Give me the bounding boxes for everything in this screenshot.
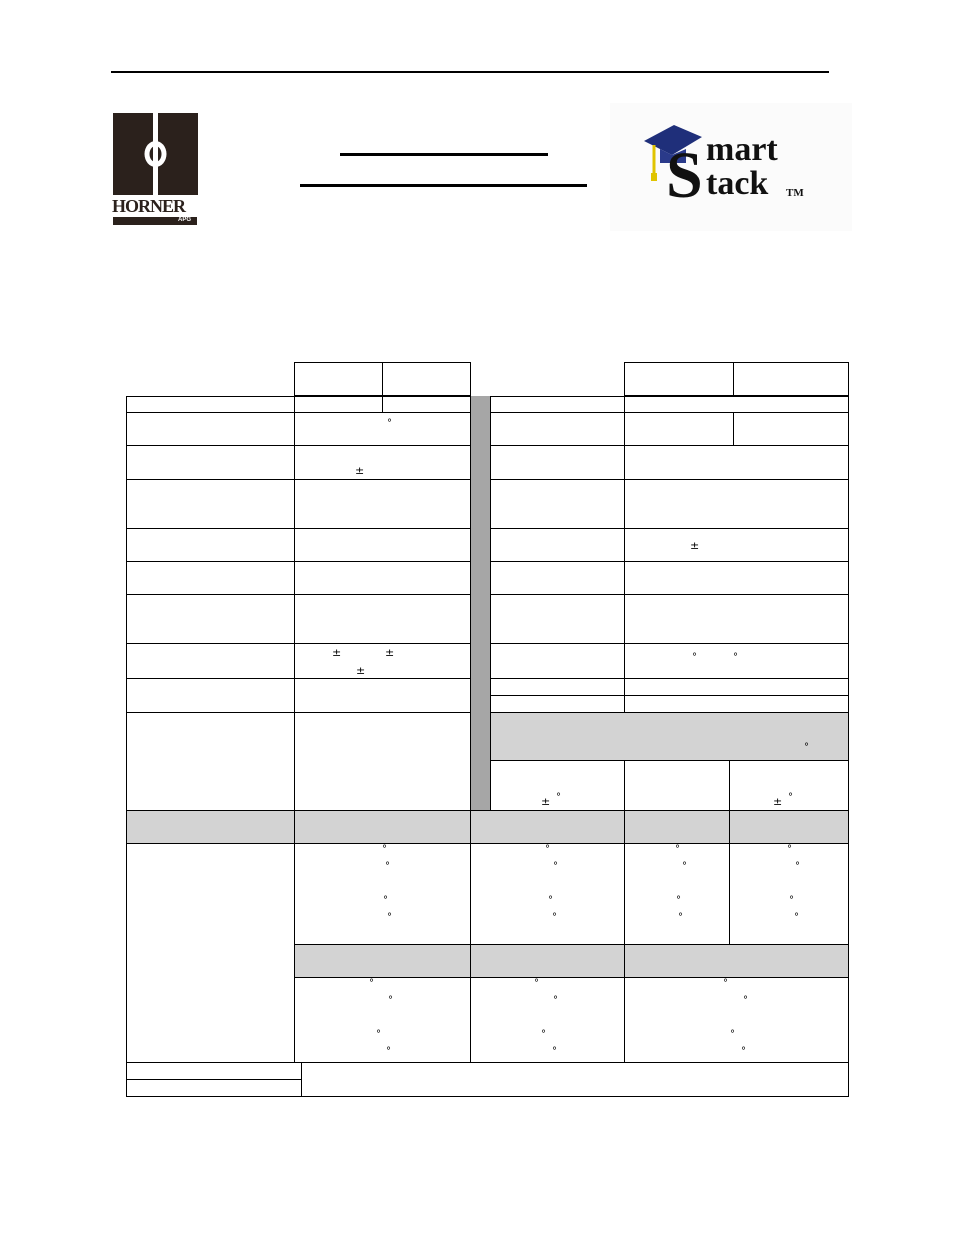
temp-block-2-col-2 [470, 977, 625, 1063]
left-row-8-label [126, 643, 295, 679]
degree-symbol: ° [553, 861, 558, 872]
section-header-col-3 [624, 810, 730, 844]
left-row-7-value [294, 594, 471, 644]
degree-symbol: ° [795, 861, 800, 872]
degree-symbol: ° [553, 995, 558, 1006]
right-shaded-note [490, 712, 849, 761]
left-row-4-value [294, 479, 471, 529]
left-row-10-value [294, 712, 471, 811]
temp-block-1-col-3 [624, 843, 730, 945]
right-row-2-val-b [733, 412, 849, 446]
left-row-8-value [294, 643, 471, 679]
plus-minus-symbol: ± [356, 664, 366, 677]
degree-symbol: ° [682, 861, 687, 872]
left-row-9-value [294, 678, 471, 713]
temp-block-1-col-2 [470, 843, 625, 945]
sub-header-col-2 [470, 944, 625, 978]
temp-block-2-col-3 [624, 977, 849, 1063]
degree-symbol: ° [676, 895, 681, 906]
plus-minus-symbol: ± [773, 795, 783, 808]
section-header-label [126, 810, 295, 844]
left-row-2-value [294, 412, 471, 446]
right-row-4-value [624, 479, 849, 529]
section-header-col-2 [470, 810, 625, 844]
degree-symbol: ° [552, 1046, 557, 1057]
right-row-2-label [490, 412, 625, 446]
degree-symbol: ° [723, 978, 728, 989]
bottom-row-value [301, 1062, 849, 1097]
degree-symbol: ° [741, 1046, 746, 1057]
right-row-8-label [490, 643, 625, 679]
degree-symbol: ° [387, 912, 392, 923]
right-row-6-label [490, 561, 625, 595]
right-row-3-label [490, 445, 625, 480]
degree-symbol: ° [545, 844, 550, 855]
plus-minus-symbol: ± [690, 539, 700, 552]
temp-block-1-col-4 [729, 843, 849, 945]
left-row-6-label [126, 561, 295, 595]
degree-symbol: ° [382, 844, 387, 855]
left-row-6-value [294, 561, 471, 595]
right-row-12-c [729, 760, 849, 811]
right-row-12-b [624, 760, 730, 811]
left-row-3-value [294, 445, 471, 480]
left-row-7-label [126, 594, 295, 644]
degree-symbol: ° [386, 1046, 391, 1057]
right-row-7-label [490, 594, 625, 644]
right-row-6-value [624, 561, 849, 595]
left-row-1-label [126, 396, 295, 413]
degree-symbol: ° [678, 912, 683, 923]
right-row-9-value [624, 678, 849, 696]
degree-symbol: ° [787, 844, 792, 855]
left-row-3-label [126, 445, 295, 480]
right-row-9-label [490, 678, 625, 696]
degree-symbol: ° [556, 792, 561, 803]
right-row-12-a [490, 760, 625, 811]
left-row-1-val-b [382, 396, 471, 413]
plus-minus-symbol: ± [355, 464, 365, 477]
degree-symbol: ° [552, 912, 557, 923]
sub-header-col-1 [294, 944, 471, 978]
smartstack-s: S [666, 139, 703, 212]
degree-symbol: ° [385, 861, 390, 872]
horner-logo-text: HORNER [112, 196, 186, 216]
bottom-row-2-label [126, 1079, 302, 1097]
left-row-10-label [126, 712, 295, 811]
degree-symbol: ° [383, 895, 388, 906]
right-row-1-label [490, 396, 625, 413]
temperature-label-cell [126, 843, 295, 1063]
middle-divider-bar [470, 396, 491, 810]
smartstack-word-tack: tack [706, 165, 769, 202]
degree-symbol: ° [794, 912, 799, 923]
right-row-7-value [624, 594, 849, 644]
degree-symbol: ° [387, 418, 392, 429]
degree-symbol: ° [692, 652, 697, 663]
plus-minus-symbol: ± [541, 795, 551, 808]
left-row-5-label [126, 528, 295, 562]
right-row-10-label [490, 695, 625, 713]
degree-symbol: ° [789, 895, 794, 906]
smartstack-tm: TM [786, 187, 804, 199]
bottom-row-1-label [126, 1062, 302, 1080]
temp-block-1-col-1 [294, 843, 471, 945]
plus-minus-symbol: ± [385, 646, 395, 659]
right-row-2-val-a [624, 412, 734, 446]
degree-symbol: ° [541, 1029, 546, 1040]
left-row-4-label [126, 479, 295, 529]
temp-block-2-col-1 [294, 977, 471, 1063]
header-cell-left-2 [382, 362, 471, 396]
header-cell-right-1 [624, 362, 734, 396]
degree-symbol: ° [369, 978, 374, 989]
degree-symbol: ° [804, 742, 809, 753]
degree-symbol: ° [534, 978, 539, 989]
left-row-2-label [126, 412, 295, 446]
section-header-col-4 [729, 810, 849, 844]
left-row-1-val-a [294, 396, 383, 413]
horner-logo-sub: APG [178, 217, 192, 223]
right-row-3-value [624, 445, 849, 480]
section-header-col-1 [294, 810, 471, 844]
right-row-4-label [490, 479, 625, 529]
header-cell-left-1 [294, 362, 383, 396]
smartstack-word-mart: mart [706, 131, 778, 168]
degree-symbol: ° [788, 792, 793, 803]
right-row-5-value [624, 528, 849, 562]
degree-symbol: ° [743, 995, 748, 1006]
degree-symbol: ° [730, 1029, 735, 1040]
degree-symbol: ° [376, 1029, 381, 1040]
degree-symbol: ° [548, 895, 553, 906]
right-row-10-value [624, 695, 849, 713]
left-row-5-value [294, 528, 471, 562]
header-cell-right-2 [733, 362, 849, 396]
degree-symbol: ° [388, 995, 393, 1006]
right-row-1-value [624, 396, 849, 413]
right-row-5-label [490, 528, 625, 562]
degree-symbol: ° [675, 844, 680, 855]
plus-minus-symbol: ± [332, 646, 342, 659]
left-row-9-label [126, 678, 295, 713]
degree-symbol: ° [733, 652, 738, 663]
sub-header-col-3 [624, 944, 849, 978]
